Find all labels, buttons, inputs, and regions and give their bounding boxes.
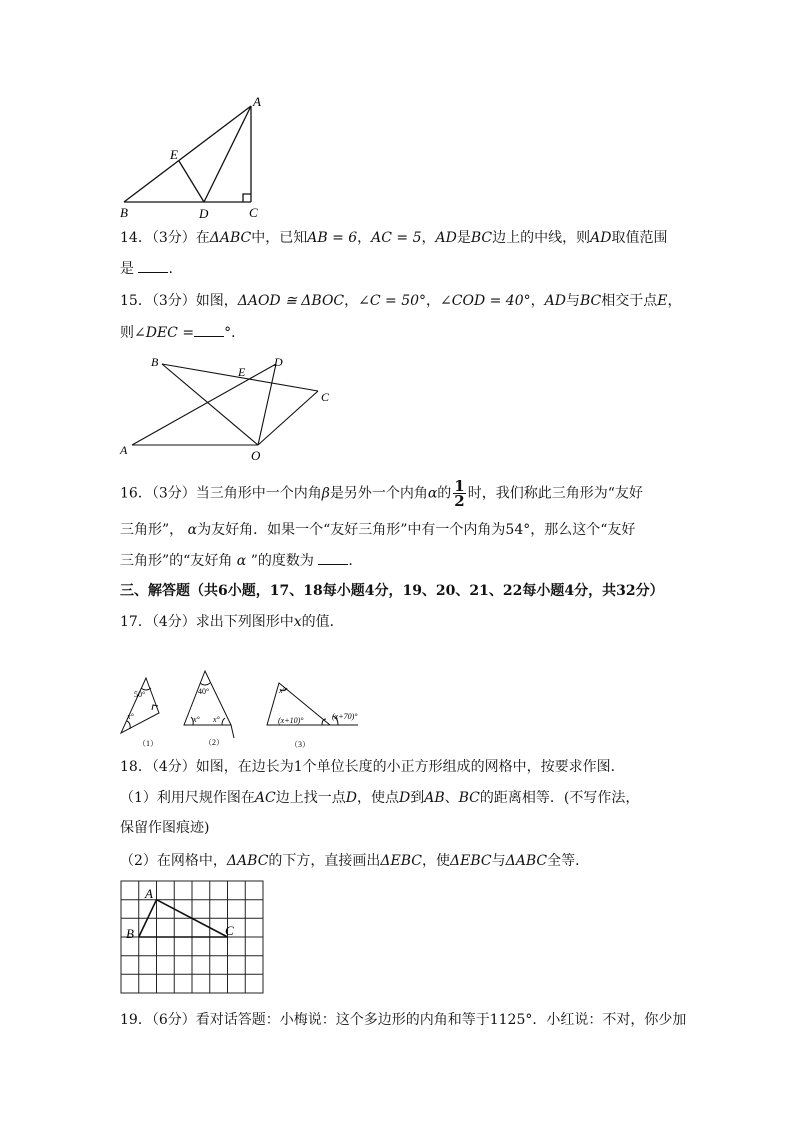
t2-angle: 40° (198, 687, 210, 696)
q17-text: 17．（4分）求出下列图形中x的值． (120, 614, 344, 630)
t3-x: x° (279, 686, 286, 695)
q18-part1-line1: （1）利用尺规作图在AC边上找一点D，使点D到AB、BC的距离相等．(不写作法， (120, 790, 640, 806)
grid-label-C: C (225, 923, 234, 938)
q18-part1-line2: 保留作图痕迹) (120, 820, 210, 836)
q16-line2: 三角形”， α为友好角．如果一个“友好三角形”中有一个内角为54°，那么这个“友好 (120, 522, 636, 538)
label-A: A (253, 94, 261, 109)
t2-x2: x° (213, 715, 220, 724)
label-C: C (249, 205, 258, 220)
q16-line3: 三角形”的“友好角 α ”的度数为 . (120, 550, 353, 571)
t3-a: (x+10)° (278, 716, 304, 725)
q14-line2: 是 . (120, 258, 173, 279)
label-D2: D (274, 355, 283, 369)
q18-part2: （2）在网格中，ΔABC的下方，直接画出ΔEBC，使ΔEBC与ΔABC全等． (120, 853, 590, 869)
t2-x1: x° (193, 715, 200, 724)
grid-label-B: B (126, 926, 134, 941)
t1-x: x° (127, 712, 134, 721)
t1-angle: 50° (134, 690, 146, 699)
label-D: D (199, 206, 209, 221)
q16-answer-blank[interactable] (318, 550, 348, 565)
q15-answer-blank[interactable] (194, 322, 224, 337)
label-A2: A (120, 443, 128, 457)
t3-caption: （3） (290, 740, 310, 749)
section-3-heading: 三、解答题（共6小题，17、18每小题4分，19、20、21、22每小题4分，共32分） (120, 583, 664, 599)
label-E2: E (238, 365, 246, 379)
q18-line1: 18．（4分）如图，在边长为1个单位长度的小正方形组成的网格中，按要求作图． (120, 759, 625, 775)
grid-label-A: A (145, 886, 153, 901)
q14-answer-blank[interactable] (138, 258, 168, 273)
label-O2: O (251, 448, 261, 463)
q15-line2: 则∠DEC = °． (120, 322, 245, 343)
label-C2: C (321, 390, 330, 404)
fraction-one-half: $\frac{1}{2}$ (454, 477, 465, 510)
label-B2: B (151, 355, 159, 369)
q14-line1: 14．（3分）在ΔABC中，已知AB = 6，AC = 5，AD是BC边上的中线，则AD取值范围 (120, 230, 668, 246)
q16-line1: 16．（3分）当三角形中一个内角β是另外一个内角α的 $\frac{1}{2}$ 时，我们称此三角形为“友好 (120, 477, 643, 510)
q19-text: 19．（6分）看对话答题：小梅说：这个多边形的内角和等于1125°．小红说：不对，你少加 (120, 1012, 687, 1028)
t3-b: (x+70)° (332, 712, 358, 721)
t2-caption: （2） (204, 738, 224, 747)
t1-caption: （1） (138, 739, 158, 748)
q15-line1: 15．（3分）如图，ΔAOD ≅ ΔBOC，∠C = 50°，∠COD = 40°，AD与BC相交于点E， (120, 293, 682, 309)
label-B: B (120, 205, 128, 220)
label-E: E (170, 147, 178, 162)
